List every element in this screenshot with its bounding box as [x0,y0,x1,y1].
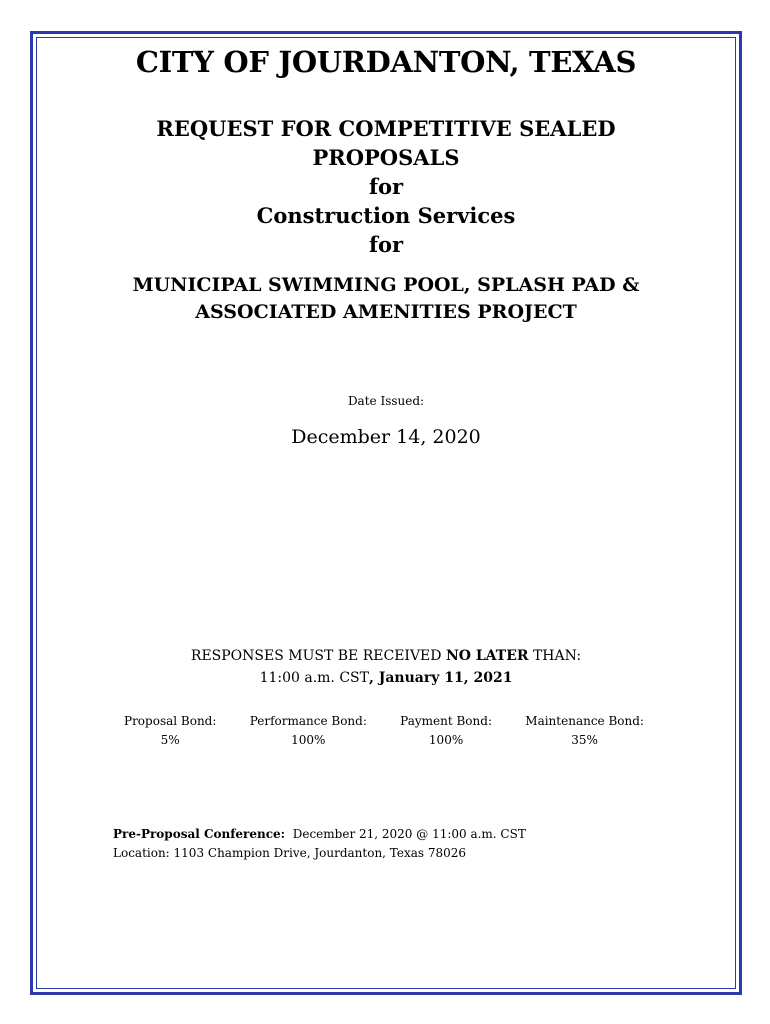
date-issued-value: December 14, 2020 [291,426,481,448]
request-line-4: Construction Services [256,203,516,228]
deadline-date: , January 11, 2021 [368,670,513,686]
deadline-prefix: RESPONSES MUST BE RECEIVED [190,648,446,664]
deadline-emphasis: NO LATER [445,648,529,664]
project-line-2: ASSOCIATED AMENITIES PROJECT [195,301,577,323]
request-block [30,114,742,259]
bond-label: Performance Bond: [249,714,367,728]
bond-value: 100% [428,733,464,747]
conference-details: December 21, 2020 @ 11:00 a.m. CST [285,827,526,841]
deadline-line-2 [30,667,742,689]
date-issued-label: Date Issued: [347,394,425,408]
pre-proposal-conference [113,825,526,863]
document-title: CITY OF JOURDANTON, TEXAS [135,45,637,79]
project-title-block [30,272,742,326]
conference-label: Pre-Proposal Conference: [113,827,286,841]
request-line-2: PROPOSALS [312,145,460,170]
bond-payment [400,712,492,750]
bond-value: 5% [160,733,180,747]
deadline-line-1 [30,645,742,667]
conference-line [113,825,526,844]
bond-performance [250,712,367,750]
bond-requirements [124,712,644,750]
conference-location: Location: 1103 Champion Drive, Jourdanton, Texas 78026 [113,846,467,860]
project-line-1: MUNICIPAL SWIMMING POOL, SPLASH PAD & [132,274,640,296]
bond-maintenance [525,712,644,750]
bond-label: Maintenance Bond: [525,714,644,728]
bond-value: 35% [571,733,598,747]
deadline-suffix: THAN: [528,648,582,664]
request-line-3: for [368,174,404,199]
response-deadline [30,645,742,689]
request-line-1: REQUEST FOR COMPETITIVE SEALED [156,116,616,141]
deadline-time: 11:00 a.m. CST [259,670,369,686]
bond-value: 100% [291,733,326,747]
bond-label: Proposal Bond: [124,714,217,728]
bond-proposal [124,712,216,750]
bond-label: Payment Bond: [400,714,492,728]
request-line-5: for [368,232,404,257]
